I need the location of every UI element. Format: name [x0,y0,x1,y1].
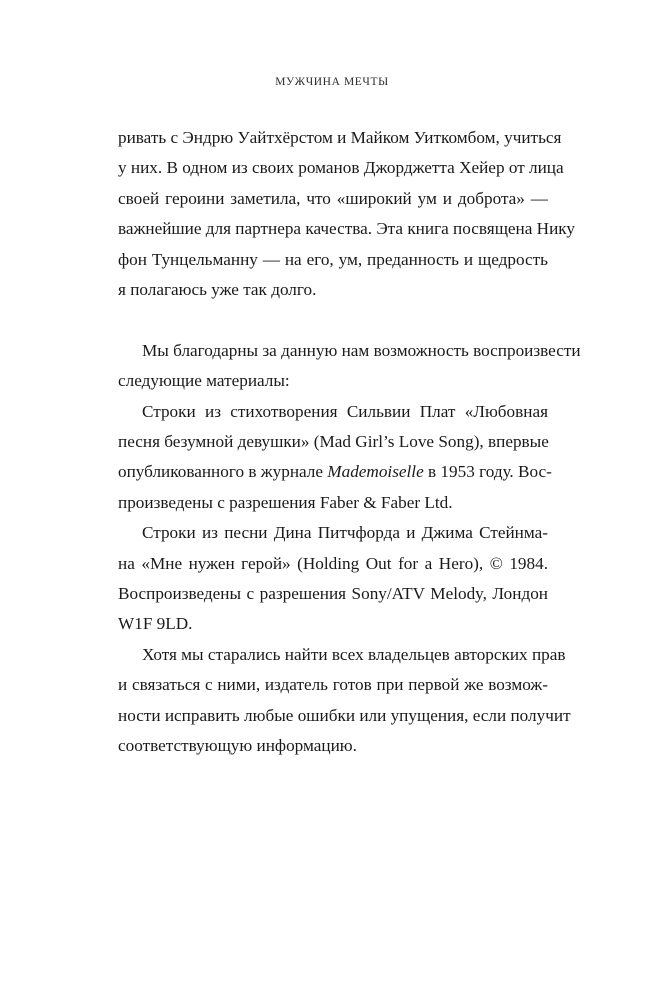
text-line: Воспроизведены с разрешения Sony/ATV Melody, Лондон [118,584,548,604]
text-line: следующие материалы: [118,371,290,391]
text-line: Строки из песни Дина Питчфорда и Джима Стейнма- [142,523,548,543]
paragraph-song-credit [118,518,548,640]
text-line: ности исправить любые ошибки или упущения, если получит [118,705,571,725]
text-line: у них. В одном из своих романов Джорджетта Хейер от лица [118,158,564,178]
text-line: Хотя мы старались найти всех владельцев авторских прав [142,644,566,664]
text-fragment: опубликованного в журнале [118,462,328,482]
text-line: ривать с Эндрю Уайтхёрстом и Майком Уиткомбом, учиться [118,128,562,147]
text-line: важнейшие для партнера качества. Эта книга посвящена Нику [118,219,575,239]
text-line: Мы благодарны за данную нам возможность воспроизвести [142,340,581,360]
running-head-title: МУЖЧИНА МЕЧТЫ [275,76,389,88]
text-line: и связаться с ними, издатель готов при первой же возмож- [118,675,548,695]
paragraph-gap [118,305,548,335]
magazine-title: Mademoiselle [327,462,424,482]
text-fragment: в 1953 году. Вос- [423,462,552,482]
text-line: своей героини заметила, что «широкий ум и доброта» — [118,188,548,208]
text-line: на «Мне нужен герой» (Holding Out for a Hero), © 1984. [118,553,548,573]
text-line: произведены с разрешения Faber & Faber Ltd. [118,492,453,512]
text-line: соответствующую информацию. [118,736,357,756]
text-line [118,457,552,487]
paragraph-acknowledgements [118,123,575,305]
text-line: я полагаюсь уже так долго. [118,280,317,300]
body-text [118,123,581,762]
paragraph-copyright-notice [118,640,571,762]
paragraph-plath-credit [118,397,552,519]
text-line: фон Тунцельманну — на его, ум, преданность и щедрость [118,249,548,269]
text-line: песня безумной девушки» (Mad Girl’s Love Song), впервые [118,432,549,452]
text-line: W1F 9LD. [118,614,193,634]
paragraph-permissions-intro [118,336,581,397]
text-line: Строки из стихотворения Сильвии Плат «Любовная [142,401,548,421]
